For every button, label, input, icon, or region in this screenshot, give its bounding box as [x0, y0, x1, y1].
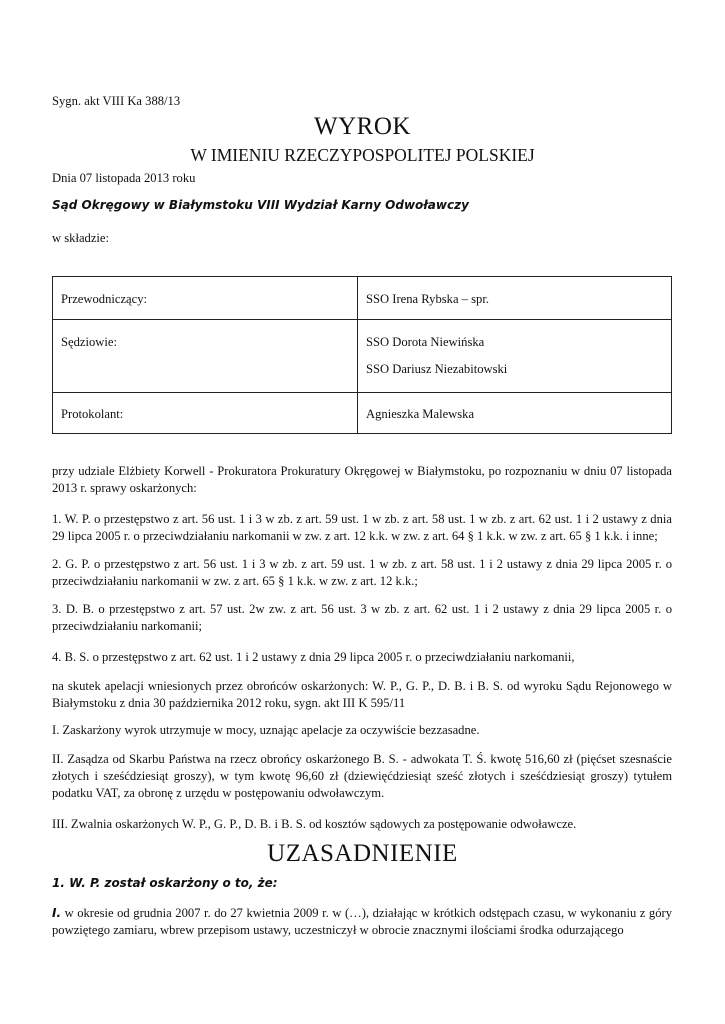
judgment-date: Dnia 07 listopada 2013 roku [52, 171, 196, 185]
accused-item: 4. B. S. o przestępstwo z art. 62 ust. 1 i 2 ustawy z dnia 29 lipca 2005 r. o przeciwdziałaniu narkomanii, [52, 650, 575, 664]
appeal-paragraph: na skutek apelacji wniesionych przez obrońców oskarżonych: W. P., G. P., D. B. i B. S. od wyroku Sądu Rejonowego w Białymstoku z dnia 30 października 2012 roku, sygn. akt III K 595/11 [52, 679, 672, 710]
justification-title: UZASADNIENIE [267, 840, 458, 867]
chair-value: SSO Irena Rybska – spr. [358, 277, 672, 320]
judges-label: Sędziowie: [53, 320, 358, 393]
court-name: Sąd Okręgowy w Białymstoku VIII Wydział Karny Odwoławczy [52, 198, 469, 212]
court-panel-table [52, 276, 672, 434]
ruling-item: II. Zasądza od Skarbu Państwa na rzecz obrońcy oskarżonego B. S. - adwokata T. Ś. kwotę 516,60 zł (pięćset szesnaście złotych i sześćdziesiąt groszy), w tym kwotę 96,60 zł (dziewięćdziesiąt sześć złotych i sześćdziesiąt groszy) tytułem podatku VAT, za obronę z urzędu w postępowaniu odwoławczym. [52, 752, 672, 800]
table-row [53, 277, 672, 320]
intro-paragraph: przy udziale Elżbiety Korwell - Prokuratora Prokuratury Okręgowej w Białymstoku, po rozpoznaniu w dniu 07 listopada 2013 r. sprawy oskarżonych: [52, 464, 672, 495]
composition-label: w składzie: [52, 231, 110, 245]
spacer [366, 351, 671, 361]
accused-item: 3. D. B. o przestępstwo z art. 57 ust. 2w zw. z art. 56 ust. 3 w zb. z art. 62 ust. 1 i 2 ustawy z dnia 29 lipca 2005 r. o przeciwdziałaniu narkomanii; [52, 602, 672, 633]
judge-name: SSO Dariusz Niezabitowski [366, 362, 508, 376]
accused-item: 2. G. P. o przestępstwo z art. 56 ust. 1 i 3 w zb. z art. 59 ust. 1 w zb. z art. 58 ust. 1 i 2 ustawy z dnia 29 lipca 2005 r. o przeciwdziałaniu narkomanii w zw. z art. 65 § 1 k.k. w zw. z art. 12 k.k.; [52, 557, 672, 588]
clerk-label: Protokolant: [53, 393, 358, 434]
chair-label: Przewodniczący: [53, 277, 358, 320]
count-text: w okresie od grudnia 2007 r. do 27 kwietnia 2009 r. w (…), działając w krótkich odstępach czasu, w wykonaniu z góry powziętego zamiaru, wbrew przepisom ustawy, uczestniczył w obrocie znacznymi ilościami środka odurzającego [52, 906, 672, 937]
judges-cell [358, 320, 672, 393]
charged-heading: 1. W. P. został oskarżony o to, że: [52, 876, 278, 890]
ruling-item: III. Zwalnia oskarżonych W. P., G. P., D. B. i B. S. od kosztów sądowych za postępowanie odwoławcze. [52, 817, 577, 831]
judge-name: SSO Dorota Niewińska [366, 335, 485, 349]
count-marker: I. [52, 906, 62, 920]
clerk-value: Agnieszka Malewska [358, 393, 672, 434]
case-number: Sygn. akt VIII Ka 388/13 [52, 94, 181, 108]
accused-item: 1. W. P. o przestępstwo z art. 56 ust. 1 i 3 w zb. z art. 59 ust. 1 w zb. z art. 58 ust. 1 w zb. z art. 62 ust. 1 i 2 ustawy z dnia 29 lipca 2005 r. o przeciwdziałaniu narkomanii w zw. z art. 12 k.k. w zw. z art. 64 § 1 k.k. w zw. z art. 65 § 1 k.k. i inne; [52, 512, 672, 543]
document-title: WYROK [314, 113, 411, 140]
document-subtitle: W IMIENIU RZECZYPOSPOLITEJ POLSKIEJ [190, 145, 535, 165]
table-row [53, 320, 672, 393]
ruling-item: I. Zaskarżony wyrok utrzymuje w mocy, uznając apelacje za oczywiście bezzasadne. [52, 723, 480, 737]
table-row [53, 393, 672, 434]
count-paragraph [52, 905, 672, 939]
